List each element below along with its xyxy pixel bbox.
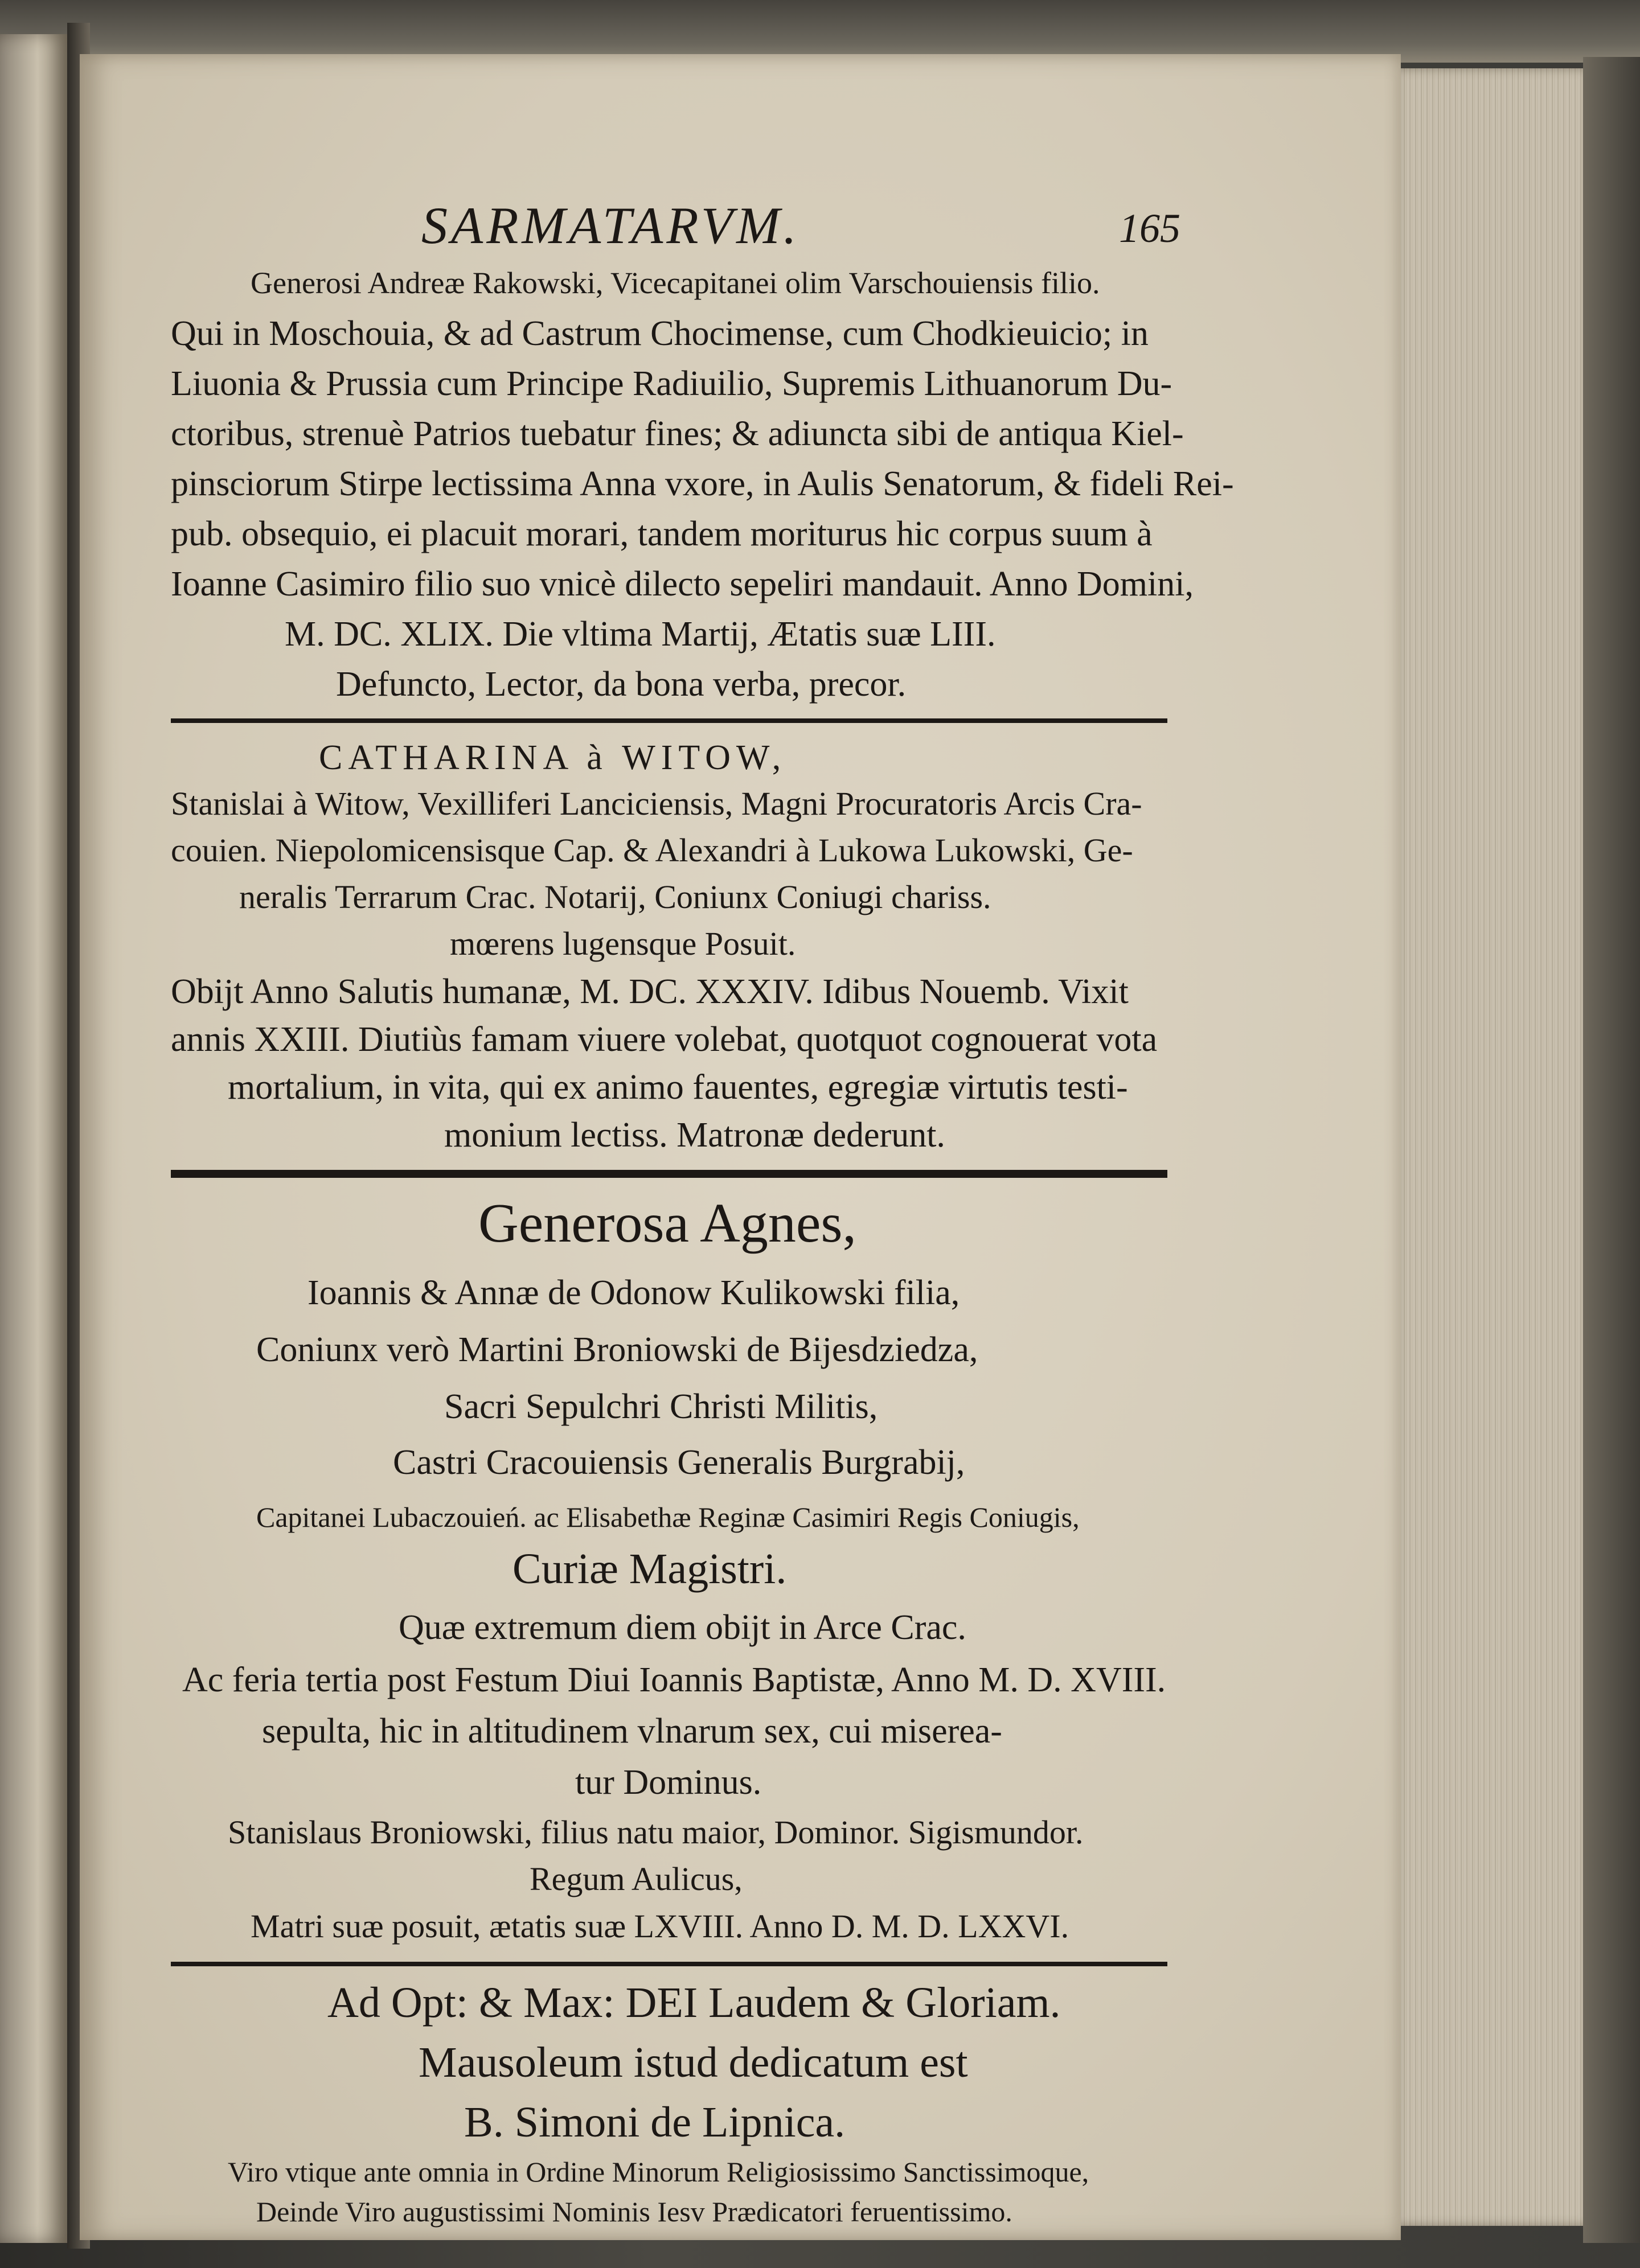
- divider-rule: [171, 718, 1167, 723]
- divider-rule: [171, 1170, 1167, 1178]
- section1-line: Generosi Andreæ Rakowski, Vicecapitanei olim Varschouiensis filio.: [251, 266, 1100, 300]
- section4-line: Deinde Viro augustissimi Nominis Iesv Prædicatori feruentissimo.: [256, 2196, 1012, 2228]
- section3-line: Coniunx verò Martini Broniowski de Bijesdziedza,: [256, 1330, 978, 1369]
- section3-line: Matri suæ posuit, ætatis suæ LXVIII. Anno D. M. D. LXXVI.: [251, 1908, 1069, 1945]
- section2-line: annis XXIII. Diutiùs famam viuere volebat, quotquot cognouerat vota: [171, 1020, 1158, 1059]
- section2-line: mortalium, in vita, qui ex animo fauentes, egregiæ virtutis testi-: [228, 1068, 1128, 1107]
- section3-line: Capitanei Lubaczouień. ac Elisabethæ Reginæ Casimiri Regis Coniugis,: [256, 1501, 1080, 1533]
- section4-line: Mausoleum istud dedicatum est: [419, 2039, 968, 2086]
- section2-line: mœrens lugensque Posuit.: [450, 925, 796, 962]
- section3-line: Sacri Sepulchri Christi Militis,: [444, 1387, 878, 1426]
- epitaph-title-agnes: Generosa Agnes,: [478, 1193, 857, 1254]
- section1-line: pinsciorum Stirpe lectissima Anna vxore, in Aulis Senatorum, & fideli Rei-: [171, 465, 1234, 503]
- divider-rule: [171, 1962, 1167, 1966]
- section3-line: tur Dominus.: [575, 1763, 762, 1802]
- page-number: 165: [1119, 206, 1180, 251]
- section1-line: Liuonia & Prussia cum Principe Radiuilio, Supremis Lithuanorum Du-: [171, 364, 1172, 403]
- section1-line: Qui in Moschouia, & ad Castrum Chocimense, cum Chodkieuicio; in: [171, 314, 1149, 353]
- stacked-page-edges: [1389, 68, 1583, 2226]
- section3-line: Regum Aulicus,: [530, 1860, 743, 1897]
- section3-line: Stanislaus Broniowski, filius natu maior, Dominor. Sigismundor.: [228, 1814, 1084, 1851]
- section1-line: M. DC. XLIX. Die vltima Martij, Ætatis suæ LIII.: [285, 615, 996, 654]
- section3-line: sepulta, hic in altitudinem vlnarum sex, cui miserea-: [262, 1712, 1002, 1751]
- section4-line: B. Simoni de Lipnica.: [464, 2098, 846, 2146]
- section1-line: Ioanne Casimiro filio suo vnicè dilecto sepeliri mandauit. Anno Domini,: [171, 565, 1194, 603]
- section2-line: Stanislai à Witow, Vexilliferi Lanciciensis, Magni Procuratoris Arcis Cra-: [171, 785, 1142, 822]
- section4-line: Viro vtique ante omnia in Ordine Minorum Religiosissimo Sanctissimoque,: [228, 2156, 1089, 2188]
- book-headband: [0, 0, 1640, 63]
- running-title: SARMATARVM.: [421, 196, 800, 254]
- section2-line: neralis Terrarum Crac. Notarij, Coniunx Coniugi chariss.: [239, 878, 991, 915]
- book-fore-edge-shadow: [1583, 57, 1640, 2243]
- section2-line: couien. Niepolomicensisque Cap. & Alexandri à Lukowa Lukowski, Ge-: [171, 832, 1133, 869]
- previous-page-edge: [0, 34, 68, 2243]
- section3-line: Curiæ Magistri.: [512, 1545, 787, 1593]
- section2-line: monium lectiss. Matronæ dederunt.: [444, 1116, 945, 1154]
- section3-line: Castri Cracouiensis Generalis Burgrabij,: [393, 1443, 965, 1482]
- section4-line: Ad Opt: & Max: DEI Laudem & Gloriam.: [327, 1979, 1061, 2027]
- section2-line: Obijt Anno Salutis humanæ, M. DC. XXXIV. Idibus Nouemb. Vixit: [171, 972, 1129, 1011]
- epitaph-title-catharina: CATHARINA à WITOW,: [319, 738, 787, 777]
- section3-line: Ioannis & Annæ de Odonow Kulikowski filia,: [308, 1273, 960, 1312]
- section3-line: Quæ extremum diem obijt in Arce Crac.: [399, 1608, 966, 1647]
- section1-line: ctoribus, strenuè Patrios tuebatur fines; & adiuncta sibi de antiqua Kiel-: [171, 414, 1184, 453]
- section3-line: Ac feria tertia post Festum Diui Ioannis Baptistæ, Anno M. D. XVIII.: [182, 1661, 1166, 1699]
- section1-line: pub. obsequio, ei placuit morari, tandem moriturus hic corpus suum à: [171, 515, 1153, 553]
- section1-line: Defuncto, Lector, da bona verba, precor.: [336, 665, 907, 704]
